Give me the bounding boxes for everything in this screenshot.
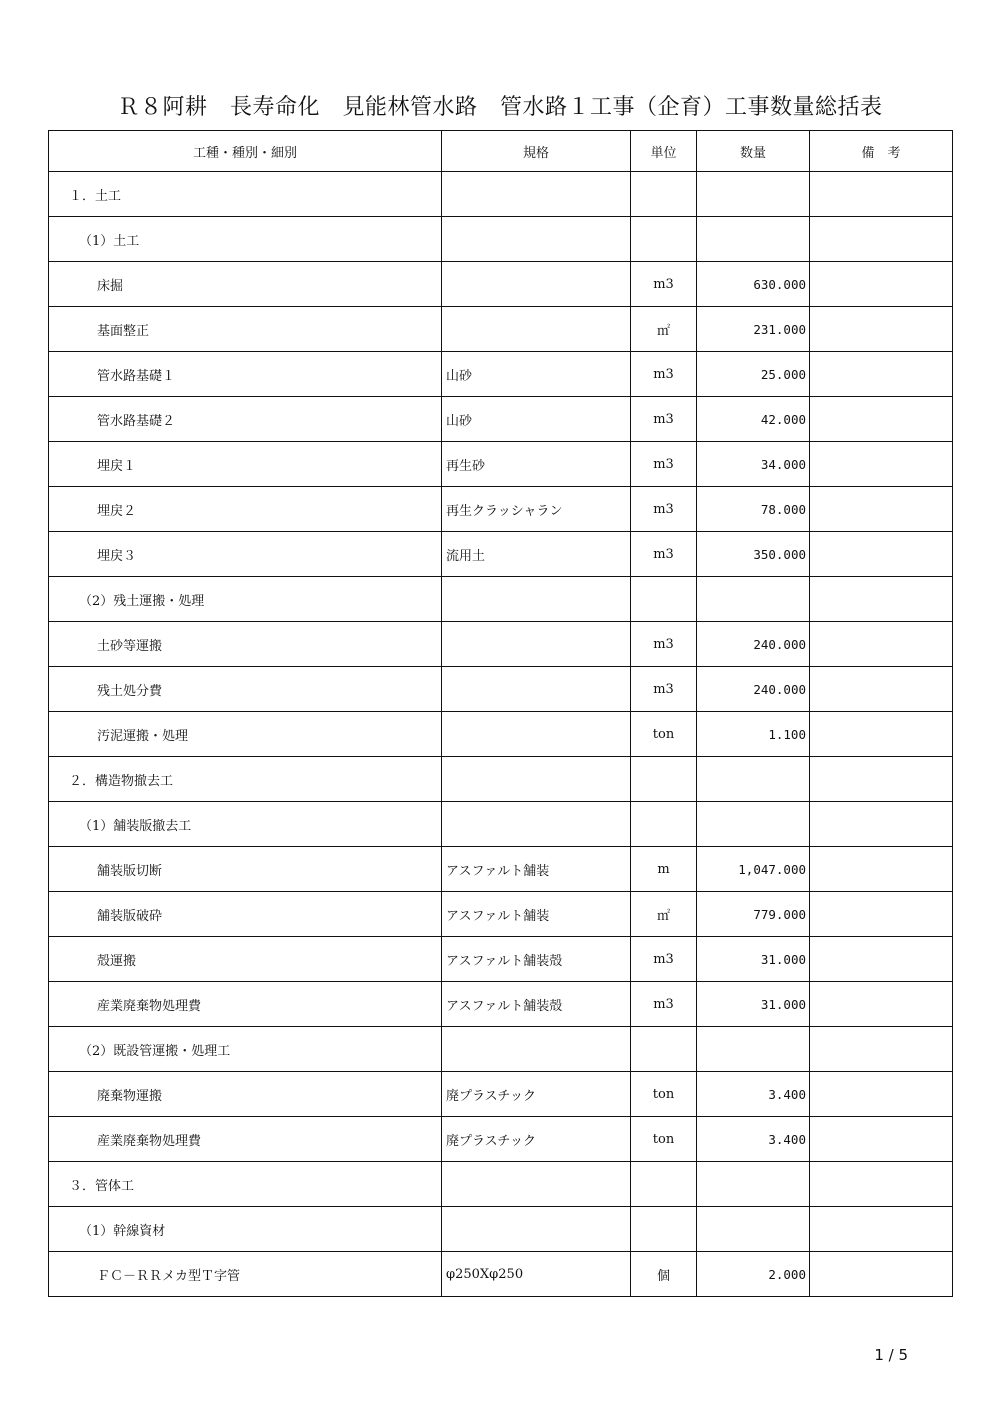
cell-spec	[442, 262, 631, 307]
page-number: 1 / 5	[874, 1346, 908, 1364]
cell-item-name: １．土工	[49, 172, 442, 217]
cell-note	[810, 1252, 953, 1297]
cell-unit	[631, 1162, 697, 1207]
cell-note	[810, 487, 953, 532]
cell-quantity	[697, 802, 810, 847]
cell-spec	[442, 172, 631, 217]
cell-spec: アスファルト舗装殻	[442, 982, 631, 1027]
cell-unit	[631, 757, 697, 802]
table-row	[49, 577, 953, 622]
cell-item-name: 汚泥運搬・処理	[49, 712, 442, 757]
cell-spec: 山砂	[442, 352, 631, 397]
cell-item-name: 埋戻１	[49, 442, 442, 487]
cell-note	[810, 532, 953, 577]
cell-quantity: 1,047.000	[697, 847, 810, 892]
cell-item-name: （1）舗装版撤去工	[49, 802, 442, 847]
cell-note	[810, 1162, 953, 1207]
cell-unit: m3	[631, 397, 697, 442]
cell-quantity: 25.000	[697, 352, 810, 397]
cell-unit: m3	[631, 262, 697, 307]
cell-spec	[442, 1207, 631, 1252]
table-body	[49, 172, 953, 1297]
cell-quantity: 240.000	[697, 622, 810, 667]
cell-unit	[631, 1207, 697, 1252]
cell-unit: m3	[631, 937, 697, 982]
cell-quantity: 3.400	[697, 1117, 810, 1162]
cell-note	[810, 262, 953, 307]
cell-quantity: 1.100	[697, 712, 810, 757]
cell-spec	[442, 757, 631, 802]
cell-item-name: 殻運搬	[49, 937, 442, 982]
cell-quantity	[697, 757, 810, 802]
cell-item-name: （1）土工	[49, 217, 442, 262]
cell-item-name: ３．管体工	[49, 1162, 442, 1207]
cell-unit: ton	[631, 1072, 697, 1117]
cell-spec	[442, 217, 631, 262]
header-note: 備 考	[810, 131, 953, 172]
header-spec: 規格	[442, 131, 631, 172]
cell-unit	[631, 172, 697, 217]
table-row	[49, 982, 953, 1027]
cell-spec: 廃プラスチック	[442, 1072, 631, 1117]
cell-note	[810, 757, 953, 802]
table-header-row	[49, 131, 953, 172]
table-row	[49, 487, 953, 532]
cell-quantity: 630.000	[697, 262, 810, 307]
cell-note	[810, 937, 953, 982]
cell-spec	[442, 622, 631, 667]
cell-item-name: 埋戻３	[49, 532, 442, 577]
cell-note	[810, 1207, 953, 1252]
cell-quantity: 34.000	[697, 442, 810, 487]
cell-note	[810, 982, 953, 1027]
cell-item-name: 廃棄物運搬	[49, 1072, 442, 1117]
cell-quantity	[697, 1162, 810, 1207]
cell-note	[810, 667, 953, 712]
header-qty: 数量	[697, 131, 810, 172]
table-row	[49, 172, 953, 217]
cell-quantity: 31.000	[697, 937, 810, 982]
cell-quantity: 240.000	[697, 667, 810, 712]
table-row	[49, 622, 953, 667]
cell-spec: 再生クラッシャラン	[442, 487, 631, 532]
cell-item-name: ２．構造物撤去工	[49, 757, 442, 802]
cell-quantity	[697, 577, 810, 622]
cell-item-name: 残土処分費	[49, 667, 442, 712]
cell-quantity: 231.000	[697, 307, 810, 352]
cell-spec	[442, 667, 631, 712]
cell-note	[810, 217, 953, 262]
cell-unit: ton	[631, 1117, 697, 1162]
table-row	[49, 757, 953, 802]
header-name: 工種・種別・細別	[49, 131, 442, 172]
cell-unit: m3	[631, 667, 697, 712]
cell-spec: 廃プラスチック	[442, 1117, 631, 1162]
cell-spec	[442, 1027, 631, 1072]
cell-spec: アスファルト舗装殻	[442, 937, 631, 982]
table-row	[49, 442, 953, 487]
table-row	[49, 217, 953, 262]
cell-unit: m3	[631, 982, 697, 1027]
cell-note	[810, 802, 953, 847]
cell-item-name: 管水路基礎２	[49, 397, 442, 442]
cell-note	[810, 1072, 953, 1117]
cell-item-name: （1）幹線資材	[49, 1207, 442, 1252]
cell-item-name: （2）既設管運搬・処理工	[49, 1027, 442, 1072]
cell-note	[810, 892, 953, 937]
cell-spec	[442, 307, 631, 352]
table-row	[49, 532, 953, 577]
document-title: Ｒ８阿耕 長寿命化 見能林管水路 管水路１工事（企育）工事数量総括表	[117, 95, 883, 120]
table-row	[49, 397, 953, 442]
cell-item-name: 管水路基礎１	[49, 352, 442, 397]
cell-unit: m3	[631, 352, 697, 397]
table-row	[49, 712, 953, 757]
cell-note	[810, 442, 953, 487]
table-row	[49, 352, 953, 397]
cell-item-name: 床掘	[49, 262, 442, 307]
cell-spec	[442, 802, 631, 847]
table-row	[49, 1027, 953, 1072]
cell-item-name: 産業廃棄物処理費	[49, 1117, 442, 1162]
cell-unit: 個	[631, 1252, 697, 1297]
table-row	[49, 667, 953, 712]
cell-item-name: 土砂等運搬	[49, 622, 442, 667]
cell-quantity	[697, 1027, 810, 1072]
cell-unit	[631, 577, 697, 622]
table-row	[49, 1072, 953, 1117]
cell-spec	[442, 1162, 631, 1207]
cell-quantity: 78.000	[697, 487, 810, 532]
cell-quantity: 779.000	[697, 892, 810, 937]
cell-spec: 流用土	[442, 532, 631, 577]
cell-unit: m3	[631, 487, 697, 532]
cell-note	[810, 307, 953, 352]
cell-note	[810, 1027, 953, 1072]
cell-quantity: 2.000	[697, 1252, 810, 1297]
cell-quantity	[697, 1207, 810, 1252]
cell-item-name: （2）残土運搬・処理	[49, 577, 442, 622]
cell-unit: m3	[631, 622, 697, 667]
cell-note	[810, 172, 953, 217]
cell-spec: 再生砂	[442, 442, 631, 487]
cell-unit: ㎡	[631, 307, 697, 352]
cell-quantity: 31.000	[697, 982, 810, 1027]
cell-unit	[631, 802, 697, 847]
cell-item-name: 基面整正	[49, 307, 442, 352]
cell-spec: アスファルト舗装	[442, 892, 631, 937]
cell-unit: m3	[631, 532, 697, 577]
header-unit: 単位	[631, 131, 697, 172]
cell-item-name: 舗装版破砕	[49, 892, 442, 937]
table-row	[49, 1162, 953, 1207]
cell-note	[810, 847, 953, 892]
table-row	[49, 937, 953, 982]
cell-unit: m	[631, 847, 697, 892]
table-row	[49, 847, 953, 892]
cell-note	[810, 577, 953, 622]
cell-spec: 山砂	[442, 397, 631, 442]
cell-note	[810, 712, 953, 757]
cell-quantity	[697, 172, 810, 217]
cell-note	[810, 397, 953, 442]
cell-item-name: 産業廃棄物処理費	[49, 982, 442, 1027]
cell-item-name: 埋戻２	[49, 487, 442, 532]
cell-quantity: 350.000	[697, 532, 810, 577]
table-row	[49, 802, 953, 847]
quantity-summary-table	[48, 130, 953, 1297]
cell-spec: φ250Xφ250	[442, 1252, 631, 1297]
cell-spec: アスファルト舗装	[442, 847, 631, 892]
cell-quantity: 42.000	[697, 397, 810, 442]
table-row	[49, 892, 953, 937]
cell-spec	[442, 712, 631, 757]
cell-note	[810, 1117, 953, 1162]
cell-unit	[631, 217, 697, 262]
table-row	[49, 1207, 953, 1252]
table-row	[49, 1117, 953, 1162]
cell-quantity: 3.400	[697, 1072, 810, 1117]
table-row	[49, 307, 953, 352]
table-row	[49, 1252, 953, 1297]
cell-unit: ton	[631, 712, 697, 757]
cell-item-name: ＦＣ－ＲＲメカ型Ｔ字管	[49, 1252, 442, 1297]
cell-unit	[631, 1027, 697, 1072]
cell-unit: ㎡	[631, 892, 697, 937]
cell-spec	[442, 577, 631, 622]
table-row	[49, 262, 953, 307]
cell-note	[810, 622, 953, 667]
cell-quantity	[697, 217, 810, 262]
cell-note	[810, 352, 953, 397]
cell-unit: m3	[631, 442, 697, 487]
cell-item-name: 舗装版切断	[49, 847, 442, 892]
